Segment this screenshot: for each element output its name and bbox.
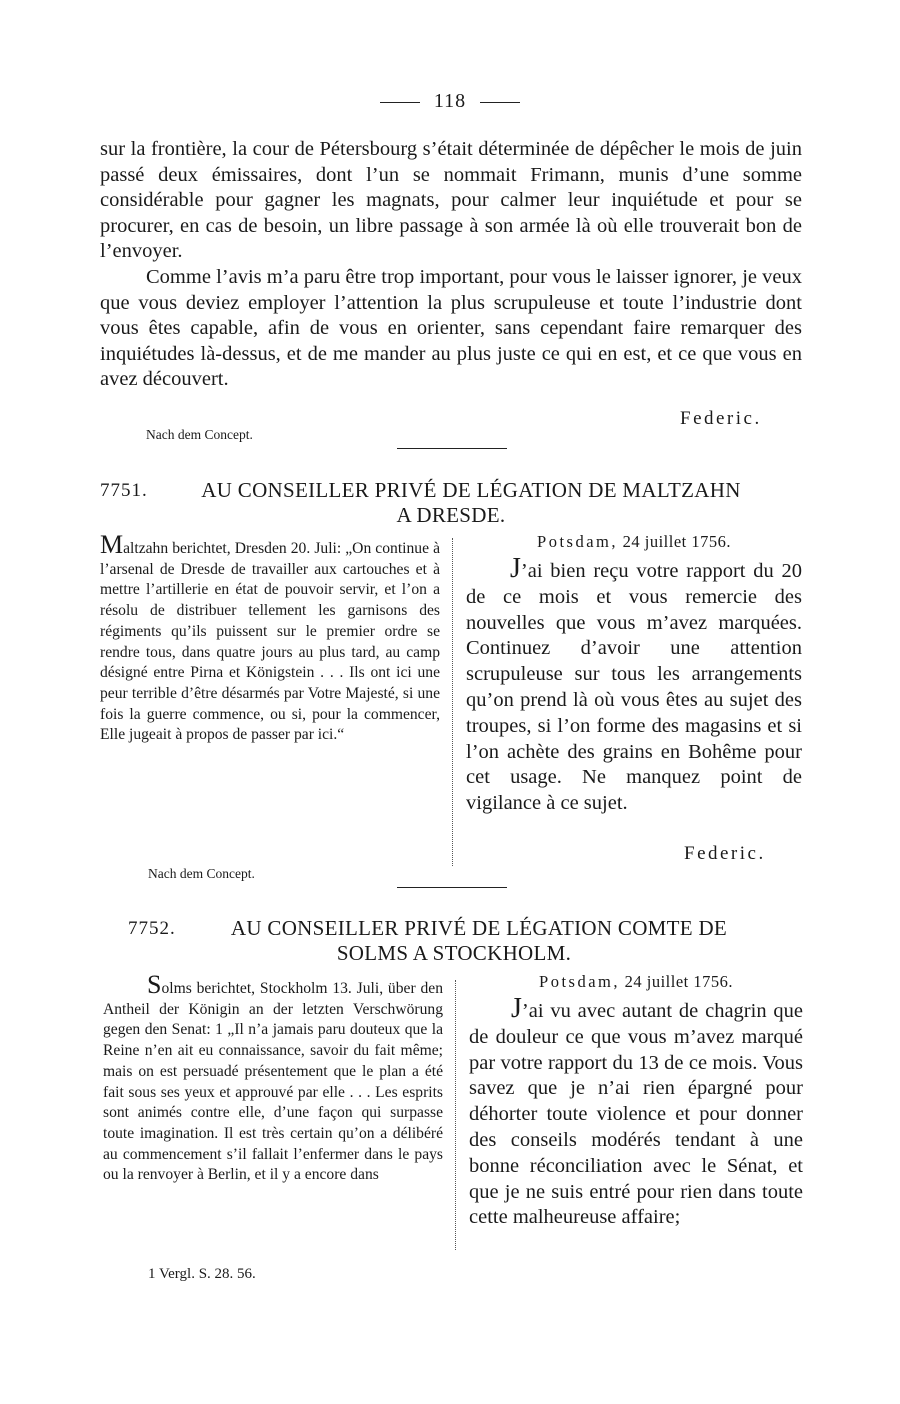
section-rule-2 <box>397 887 507 888</box>
letter-7752-reply-text: ’ai vu avec autant de chagrin que de douleur ce que vous m’avez marqué par votre rapport du 13 de ce mois. Vous savez que je n’ai rien épargné pour déhorter toute violence et pour donner des conseils modérés tendant à une bonne réconciliation avec le Sénat, et que je ne suis entré pour rien dans toute cette malheureuse affaire; <box>469 1000 803 1229</box>
intro-source-note: Nach dem Concept. <box>146 427 253 442</box>
footnote: 1 Vergl. S. 28. 56. <box>148 1266 256 1282</box>
letter-7751-number: 7751. <box>100 480 148 501</box>
letter-7751-reply-body <box>466 553 802 817</box>
letter-7751-date: 24 juillet 1756. <box>622 532 731 551</box>
letter-7752-reply <box>469 972 803 1231</box>
letter-7751-report-initial: M <box>100 530 124 559</box>
letter-7752-date-place: Potsdam, <box>539 972 620 991</box>
letter-7751-heading-line1: AU CONSEILLER PRIVÉ DE LÉGATION DE MALTZAHN <box>201 478 741 502</box>
header-dash-left <box>380 102 420 103</box>
letter-7751-dateline <box>466 532 802 552</box>
letter-7752-column-divider <box>455 980 456 1250</box>
letter-7752-reply-initial: J <box>511 993 522 1024</box>
letter-7751-report <box>100 530 440 746</box>
intro-letter-body <box>100 137 802 393</box>
letter-7752-report <box>103 970 443 1186</box>
page-header <box>0 90 900 113</box>
letter-7751-date-place: Potsdam, <box>537 532 618 551</box>
letter-7751-report-text: altzahn berichtet, Dresden 20. Juli: „On continue à l’arsenal de Dresde de travailler aux cartouches et à mettre l’artillerie en état de pouvoir servir, et l’on a résolu de distribuer tellement les garnisons des régiments qu’ils puissent sur le premier ordre se rendre tous, dans quatre jours au plus tard, au camp désigné entre Pirna et Königstein . . . Ils ont ici une peur terrible d’être désarmés par Votre Majesté, si une fois la guerre commence, ou si, pour la commencer, Elle jugeait à propos de passer par ici.“ <box>100 540 440 744</box>
letter-7751-heading <box>100 478 802 528</box>
intro-paragraph-2: Comme l’avis m’a paru être trop important, pour vous le laisser ignorer, je veux que vous deviez employer l’attention la plus scrupuleuse et toute l’industrie dont vous êtes capable, afin de vous en orienter, sans cependant faire remarquer des inquiétudes là-dessus, et de me mander au plus juste ce qui en est, et ce que vous en avez découvert. <box>100 265 802 391</box>
letter-7751-reply-text: ’ai bien reçu votre rapport du 20 de ce mois et vous remercie des nouvelles que vous m’avez marquées. Continuez d’avoir une attention scrupuleuse sur tous les arrangements qu’on prend là où vous êtes au sujet des troupes, si l’on forme des magasins et si l’on achète des grains en Bohême pour cet usage. Ne manquez point de vigilance à ce sujet. <box>466 560 802 815</box>
letter-7752-report-initial: S <box>147 970 162 999</box>
letter-7752-heading <box>128 916 780 966</box>
letter-7752-number: 7752. <box>128 918 176 939</box>
intro-paragraph-1: sur la frontière, la cour de Pétersbourg s’était déterminée de dépêcher le mois de juin passé deux émissaires, dont l’un se nommait Frimann, munis d’une somme considérable pour gagner les magnats, pour calmer leur inquiétude et pour se procurer, en cas de besoin, un libre passage à son armée là où elle trouverait bon de l’envoyer. <box>100 138 802 263</box>
letter-7752-date: 24 juillet 1756. <box>624 972 733 991</box>
letter-7751-signature: Federic. <box>684 843 766 864</box>
letter-7751-column-divider <box>452 538 453 866</box>
page-number: 118 <box>433 90 467 112</box>
letter-7751-reply-initial: J <box>510 553 521 584</box>
letter-7752-reply-body <box>469 993 803 1231</box>
intro-signature: Federic. <box>680 408 762 429</box>
letter-7752-heading-line1: AU CONSEILLER PRIVÉ DE LÉGATION COMTE DE <box>230 916 728 940</box>
letter-7752-report-text: olms berichtet, Stockholm 13. Juli, über den Antheil der Königin an der letzten Verschwörung gegen den Senat: 1 „Il n’a jamais paru douteux que la Reine n’en ait eu connaissance, savoir du fait même; mais on est persuadé présentement que le plan a été fait sous ses yeux et approuvé par elle . . . Les esprits sont animés contre elle, d’une façon qui surpasse toute imagination. Il est très certain qu’on a délibéré au commencement s’il fallait l’enfermer dans le pays ou la renvoyer à Berlin, et il y a encore dans <box>103 980 443 1184</box>
letter-7751-source-note: Nach dem Concept. <box>148 866 255 881</box>
letter-7751-heading-line2: A DRESDE. <box>396 503 506 527</box>
section-rule-1 <box>397 448 507 449</box>
header-dash-right <box>480 102 520 103</box>
letter-7751-reply <box>466 532 802 817</box>
letter-7752-heading-line2: SOLMS A STOCKHOLM. <box>336 941 572 965</box>
letter-7752-dateline <box>469 972 803 992</box>
